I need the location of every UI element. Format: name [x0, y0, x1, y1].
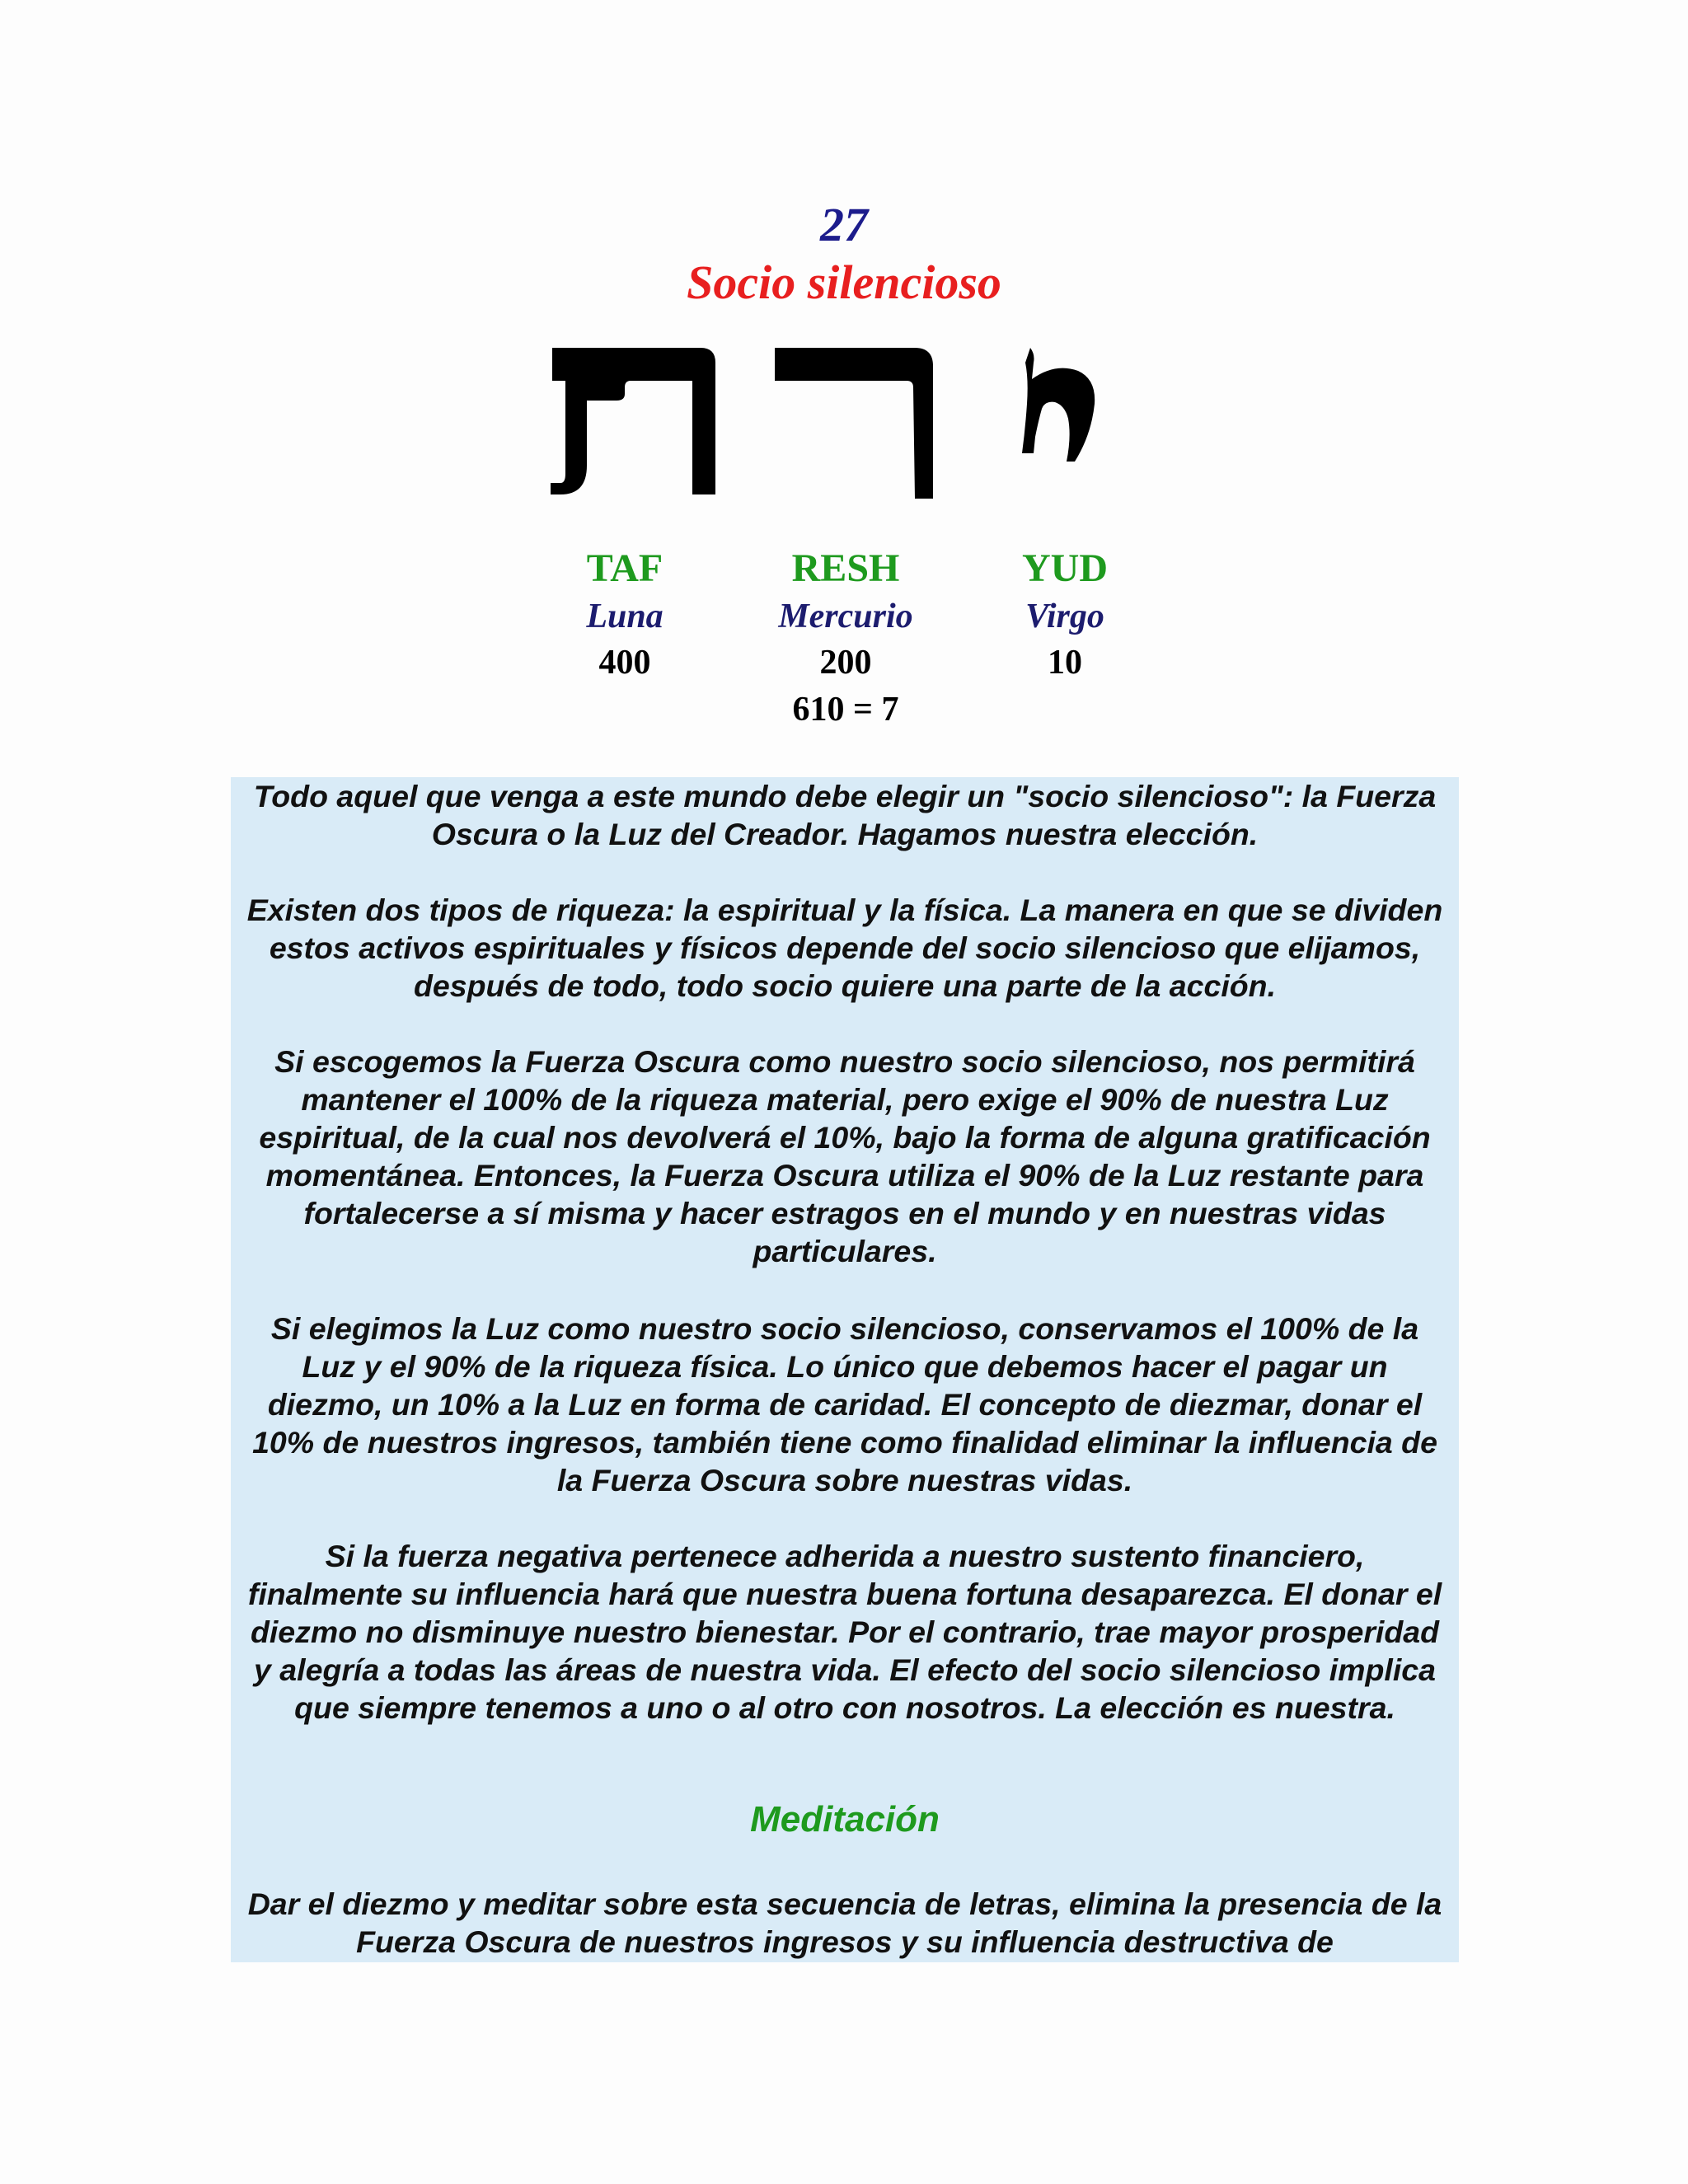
text-box — [231, 777, 1459, 1962]
meditation-heading: Meditación — [750, 1799, 940, 1840]
chapter-number: 27 — [820, 198, 868, 251]
resh-letter-glyph — [775, 348, 933, 499]
letter-planet: Virgo — [1025, 598, 1104, 635]
letter-planet: Luna — [586, 598, 663, 635]
paragraph: Si la fuerza negativa pertenece adherida a nuestro sustento financiero, finalmente su influencia hará que nuestra buena fortuna desaparezca. El donar el diezmo no disminuye nuestro bienestar. Por el contrario, trae mayor prosperidad y alegría a todas las áreas de nuestra vida. El efecto del socio silencioso implica que siempre tenemos a uno o al otro con nosotros. La elección es nuestra. — [247, 1539, 1442, 1725]
chapter-title: Socio silencioso — [687, 255, 1001, 309]
paragraph: Si elegimos la Luz como nuestro socio silencioso, conservamos el 100% de la Luz y el 90% de la riqueza física. Lo único que debemos hacer el pagar un diezmo, un 10% a la Luz en forma de caridad. El concepto de diezmar, donar el 10% de nuestros ingresos, también tiene como finalidad eliminar la influencia de la Fuerza Oscura sobre nuestras vidas. — [252, 1311, 1437, 1497]
yud-letter-glyph — [1022, 348, 1095, 462]
paragraph: Todo aquel que venga a este mundo debe elegir un "socio silencioso": la Fuerza Oscura o la Luz del Creador. Hagamos nuestra elección. — [253, 779, 1437, 851]
paragraph: Existen dos tipos de riqueza: la espiritual y la física. La manera en que se dividen estos activos espirituales y físicos depende del socio silencioso que elijamos, después de todo, todo socio quiere una parte de la acción. — [246, 893, 1443, 1003]
letter-value: 10 — [1048, 644, 1082, 682]
letter-value: 200 — [819, 644, 872, 682]
meditation-paragraph: Dar el diezmo y meditar sobre esta secuencia de letras, elimina la presencia de la Fuerza Oscura de nuestros ingresos y su influencia destructiva de — [247, 1886, 1442, 1959]
paragraph: Si escogemos la Fuerza Oscura como nuestro socio silencioso, nos permitirá mantener el 100% de la riqueza material, pero exige el 90% de nuestra Luz espiritual, de la cual nos devolverá el 10%, bajo la forma de alguna gratificación momentánea. Entonces, la Fuerza Oscura utiliza el 90% de la Luz restante para fortalecerse a sí misma y hacer estragos en el mundo y en nuestras vidas particulares. — [259, 1044, 1431, 1268]
hebrew-letters-image — [528, 330, 1121, 519]
letter-name: TAF — [586, 546, 663, 590]
letter-name: YUD — [1022, 546, 1108, 590]
letter-name: RESH — [791, 546, 900, 590]
taf-letter-glyph — [551, 348, 715, 494]
letter-planet: Mercurio — [778, 598, 913, 635]
numeric-total: 610 = 7 — [792, 691, 899, 729]
letter-value: 400 — [598, 644, 651, 682]
